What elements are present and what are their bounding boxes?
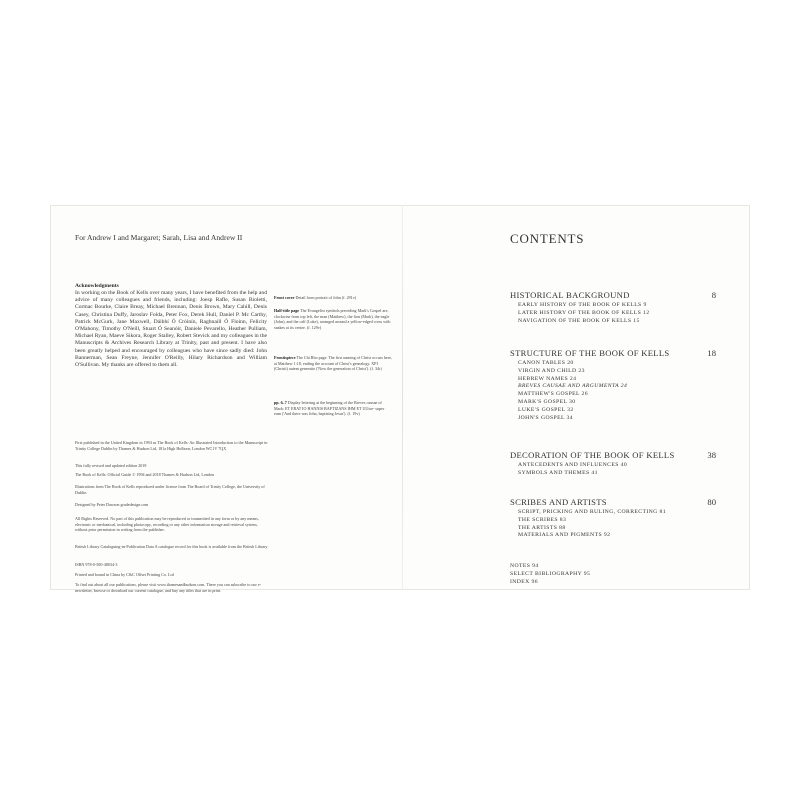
contents-item: NOTES 94: [510, 563, 539, 569]
acknowledgments-heading: Acknowledgments: [75, 283, 119, 289]
picture-note: [274, 400, 392, 417]
imprint-paragraph: All Rights Reserved. No part of this publication may be reproduced or transmitted in any form or by any means, electronic or mechanical, including photocopy, recording or any other information storage and retrieval system, without prior permission in writing from the publisher.: [75, 516, 259, 533]
end-matter: [510, 563, 590, 586]
imprint-paragraph: This fully revised and updated edition 2018: [75, 463, 147, 468]
contents-item: CANON TABLES 20: [518, 360, 574, 366]
contents-item-italic: BREVES CAUSAE AND ARGUMENTA 24: [518, 383, 628, 390]
imprint-paragraph: The Book of Kells: Official Guide © 1994 and 2018 Thames & Hudson Ltd, London: [75, 472, 215, 477]
imprint-paragraph: To find out about all our publications, please visit www.thamesandhudson.com. There you can subscribe to our e-newsletter, browse or download our current catalogue, and buy any titles that are in print.: [75, 582, 262, 593]
picture-note-text: The Evangelist symbols preceding Mark's Gospel are, clockwise from top left, the man (Matthew), the lion (Mark), the eagle (John), and the calf (Luke), arranged around a yellow-edged cross with snakes at its centre. (f. 129v): [274, 308, 391, 330]
section-page-number: 80: [707, 497, 716, 507]
picture-note-label: Front cover: [274, 295, 295, 300]
section-title: HISTORICAL BACKGROUND: [510, 290, 630, 300]
section-page-number: 8: [711, 290, 716, 300]
contents-section: [510, 348, 716, 422]
contents-item: SCRIPT, PRICKING AND RULING, CORRECTING 81: [518, 509, 666, 515]
contents-item: [510, 383, 716, 391]
contents-item: JOHN'S GOSPEL 34: [518, 414, 573, 421]
imprint-paragraph: Printed and bound in China by C&C Offset Printing Co. Ltd: [75, 572, 174, 577]
imprint-paragraph: Designed by Peter Dawson gradedesign.com: [75, 502, 149, 507]
section-page-number: 18: [707, 348, 716, 358]
acknowledgments-body: In working on the Book of Kells over many years, I have benefited from the help and advice of many colleagues and friends, including: Joesp Rafle, Susan Bioletti, Cormac Bourke, Claire Breay, Michael Brennan, Denis Brown, Mary Cahill, Denis Casey, Christina Duffy, Jaroslav Folda, Peter Fox, Derek Hull, Daniel P. Mc Carthy, Patrick McGurk, Jane Maxwell, Dáibhí Ó Cróinín, Raghnaill Ó Floinn, Felicity O'Mahony, Timothy O'Neill, Stuart Ó Seanóir, Daniele Pevarello, Heather Pulliam, Michael Ryan, Maeve Sikora, Roger Stalley, Robert Stevick and my colleagues in the Manuscripts & Archives Research Library at Trinity, past and present. I have also been greatly helped and encouraged by colleagues who have since sadly died: John Bannerman, Sean Freyne, Jennifer O'Reilly, Hilary Richardson and William O'Sullivan. My thanks are offered to them all.: [75, 290, 267, 369]
contents-item: VIRGIN AND CHILD 23: [518, 367, 585, 374]
picture-note: [274, 295, 392, 301]
book-gutter: [402, 205, 403, 590]
imprint-paragraph: Illustrations from The Book of Kells reproduced under licence from The Board of Trinity College, the University of Dublin: [75, 484, 265, 495]
contents-item: ANTECEDENTS AND INFLUENCES 40: [518, 462, 628, 468]
contents-item: THE ARTISTS 88: [518, 524, 566, 531]
contents-item: SELECT BIBLIOGRAPHY 95: [510, 570, 591, 577]
contents-item: MATTHEW'S GOSPEL 26: [518, 391, 589, 398]
contents-item: SYMBOLS AND THEMES 41: [518, 469, 598, 476]
section-title: DECORATION OF THE BOOK OF KELLS: [510, 450, 675, 460]
picture-note-text: The Chi Rho page. The first naming of Christ occurs here, at Matthew 1:18, ending the account of Christ's genealogy. XPI (Christi) autem generatio ('Now the generation of Christ'). (f. 34r): [274, 355, 392, 372]
imprint-paragraph: First published in the United Kingdom in 1994 as The Book of Kells: An Illustrated Introduction to the Manuscript in Trinity College Dublin by Thames & Hudson Ltd, 181a High Holborn, London WC1V 7QX: [75, 440, 268, 451]
contents-section: [510, 497, 716, 540]
dedication: For Andrew I and Margaret; Sarah, Lisa and Andrew II: [75, 233, 243, 242]
contents-section: [510, 290, 716, 325]
picture-note-label: Half-title page: [274, 308, 300, 313]
contents-item: EARLY HISTORY OF THE BOOK OF KELLS 9: [518, 302, 647, 308]
contents-item: HEBREW NAMES 24: [518, 375, 577, 382]
section-page-number: 38: [707, 450, 716, 460]
contents-item: LATER HISTORY OF THE BOOK OF KELLS 12: [518, 309, 650, 316]
contents-item: LUKE'S GOSPEL 32: [518, 406, 574, 413]
contents-title: CONTENTS: [510, 231, 585, 246]
picture-note-text: Display lettering at the beginning of the Breves causae of Mark: ET ERAT IO HANNIS BAPTIZANS IHM ET UUise- super eum ('And there was John, baptising Jesus'). (f. 19v): [274, 400, 385, 417]
contents-item: MARK'S GOSPEL 30: [518, 398, 576, 405]
section-title: SCRIBES AND ARTISTS: [510, 497, 607, 507]
picture-note: [274, 308, 392, 330]
section-title: STRUCTURE OF THE BOOK OF KELLS: [510, 348, 670, 358]
picture-note-label: Frontispiece: [274, 355, 296, 360]
picture-note-label: pp. 6–7: [274, 400, 287, 405]
contents-item: THE SCRIBES 83: [518, 516, 567, 523]
imprint-paragraph: British Library Cataloguing-in-Publication Data A catalogue record for this book is available from the British Library: [75, 544, 268, 549]
picture-note-text: Detail from portrait of John (f. 291v): [295, 295, 357, 300]
contents-item: INDEX 96: [510, 578, 538, 585]
contents-section: [510, 450, 716, 478]
contents-item: MATERIALS AND PIGMENTS 92: [518, 532, 611, 539]
isbn: ISBN 978-0-500-48034-3: [75, 562, 118, 567]
contents-item: NAVIGATION OF THE BOOK OF KELLS 15: [518, 317, 640, 324]
picture-note: [274, 355, 392, 372]
